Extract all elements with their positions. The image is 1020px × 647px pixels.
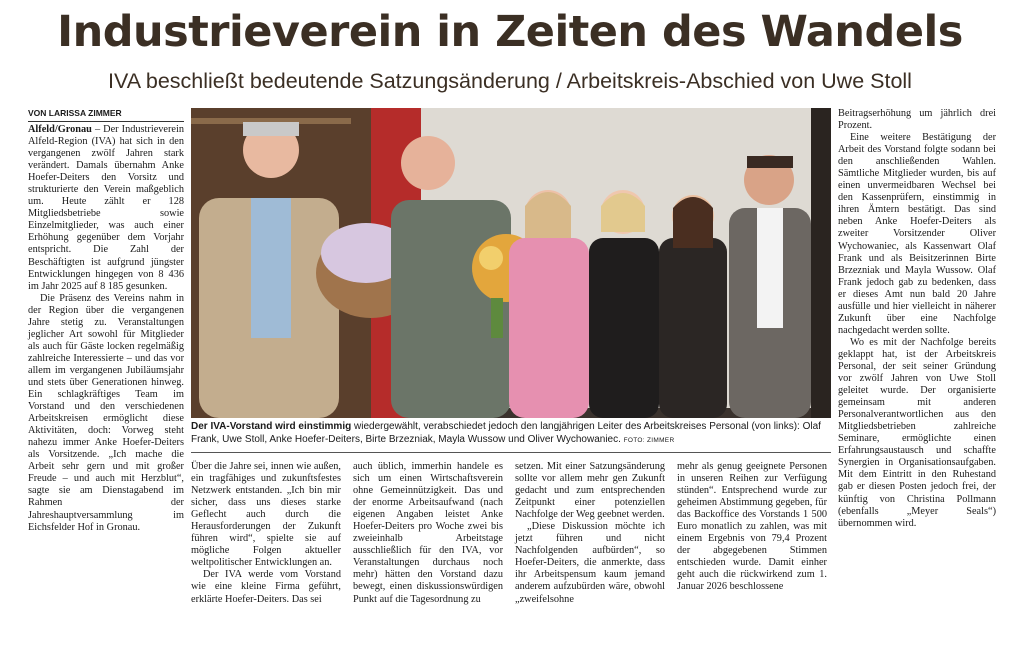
paragraph: Wo es mit der Nachfolge bereits geklappt hat, ist der Arbeitskreis Personal, der seit seiner Gründung vor zwölf Jahren von Uwe Stoll geleitet wurde. Der organisierte gemeinsam mit anderen Personalverantwortlichen aus den Mitgliedsbetrieben zahlreiche Seminare, ermöglichte einen Erfahrungsaustausch und schaffte Synergien in Organisationsaufgaben. Mit dem Eintritt in den Ruhestand gab er diesen Posten jedoch frei, der künftig von Christina Pollmann (ebenfalls „Meyer Seals“) übernommen wird. <box>838 336 996 529</box>
text-column-2 <box>191 461 341 606</box>
paragraph: Der IVA werde vom Vorstand wie eine kleine Firma geführt, erklärte Hoefer-Deiters. Das sei <box>191 569 341 605</box>
paragraph: Beitragserhöhung um jährlich drei Prozent. <box>838 108 996 132</box>
paragraph: „Diese Diskussion möchte ich jetzt führen und nicht Nachfolgenden aufbürden“, so Hoefer-Deiters, die anmerkte, dass ihr Arbeitspensum kaum jemand anderem aufzubürden wäre, obwohl „zweifelsohne <box>515 521 665 605</box>
text-column-6 <box>838 108 996 530</box>
headline: Industrieverein in Zeiten des Wandels <box>57 7 963 57</box>
paragraph: auch üblich, immerhin handele es sich um einen Wirtschaftsverein ohne Gemeinnützigkeit. Das und der enorme Arbeitsaufwand (nach eigenen Angaben leistet Anke Hoefer-Deiters pro Woche zwei bis zweieinhalb Arbeitstage ausschließlich für den IVA, vor Veranstaltungen durchaus noch mehr) hätten den Vorstand dazu bewegt, einen diskussionswürdigen Punkt auf die Tagesordnung zu <box>353 461 503 605</box>
caption-text: wiedergewählt, verabschiedet jedoch den langjährigen Leiter des Arbeitskreises Personal (von links): Olaf Frank, Uwe Stoll, Anke Hoefer-Deiters, Birte Brzezniak, Mayla Wussow und Oliver Wychowaniec. <box>191 421 821 445</box>
paragraph: Alfeld/Gronau – Der Industrieverein Alfeld-Region (IVA) hat sich in den vergangenen zwölf Jahren stark verändert. Damals übernahm Anke Hoefer-Deiters den Vorsitz und strukturierte den Verein maßgeblich um. Heute zählt er 128 Mitgliedsbetriebe sowie Einzelmitglieder, was auch einer Erhöhung gegenüber dem Vorjahr entspricht. Die Zahl der Beschäftigten ist aufgrund jüngster Entwicklungen hingegen von 8 436 im Jahr 2025 auf 8 185 gesunken. <box>28 124 184 292</box>
paragraph: setzen. Mit einer Satzungsänderung sollte vor allem mehr gen Zukunft gedacht und zum entsprechenden Zeitpunkt einer potenziellen Nachfolge der Weg geebnet werden. <box>515 461 665 521</box>
paragraph: Eine weitere Bestätigung der Arbeit des Vorstand folgte sodann bei den anschließenden Wahlen. Sämtliche Mitglieder wurden, bis auf einen unvermeidbaren Wechsel bei den Kassenprüfern, einstimmig in ihren Ämtern bestätigt. Das sind neben Anke Hoefer-Deiters als zweiter Vorsitzender Oliver Wychowaniec, als Kassenwart Olaf Frank und als Beisitzerinnen Birte Brzezniak und Mayla Wussow. Olaf Frank jedoch gab zu bedenken, dass er dieses Amt nun bald 20 Jahre ausfülle und hier vielleicht in näherer Zukunft über eine Nachfolge nachgedacht werden sollte. <box>838 132 996 336</box>
photo-caption <box>191 421 831 447</box>
subheadline: IVA beschließt bedeutende Satzungsänderung / Arbeitskreis-Abschied von Uwe Stoll <box>108 69 912 93</box>
caption-lead: Der IVA-Vorstand wird einstimmig <box>191 421 352 432</box>
paragraph: Die Präsenz des Vereins nahm in der Region über die vergangenen Jahre stetig zu. Veranstaltungen jeglicher Art sowohl für Mitglieder als auch für Gäste locken regelmäßig zahlreiche Interessierte – und das vor allem im vergangenen Jubiläumsjahr und stets über Generationen hinweg. Ein schlagkräftiges Team im Vorstand und den verschiedenen Arbeitskreisen ermöglicht diese Aktivitäten, doch: Vorweg steht nahezu immer Anke Hoefer-Deiters als Vorsitzende. „Ich mache die Arbeit sehr gern und mit großer Freude – und auch mit Herzblut“, sagte sie am Dienstagabend im Rahmen der Jahreshauptversammlung im Eichsfelder Hof in Gronau. <box>28 292 184 533</box>
text-column-5 <box>677 461 827 594</box>
text-column-3 <box>353 461 503 606</box>
author-byline: VON LARISSA ZIMMER <box>28 108 184 122</box>
photo-illustration <box>191 108 831 418</box>
text-column-4 <box>515 461 665 606</box>
text-column-1 <box>28 124 184 534</box>
caption-divider <box>191 452 831 453</box>
photo-credit: FOTO: ZIMMER <box>623 436 675 444</box>
paragraph: Über die Jahre sei, innen wie außen, ein tragfähiges und zukunftsfestes Netzwerk entstanden. „Ich bin mir sicher, dass uns dieses starke Geflecht auch durch die Herausforderungen der Zukunft führen wird“, spielte sie auf mögliche Folgen aktueller weltpolitischer Entwicklungen an. <box>191 461 341 569</box>
group-photo <box>191 108 831 418</box>
dateline: Alfeld/Gronau <box>28 124 92 135</box>
paragraph: mehr als genug geeignete Personen in unseren Reihen zur Verfügung stünden“. Entsprechend wurde zur geheimen Abstimmung gegeben, für das Backoffice des Vorstands 1 500 Euro monatlich zu zahlen, was mit einem Ergebnis von 79,4 Prozent der abgegebenen Stimmen entschieden wurde. Damit einher geht auch die rückwirkend zum 1. Januar 2026 beschlossene <box>677 461 827 593</box>
